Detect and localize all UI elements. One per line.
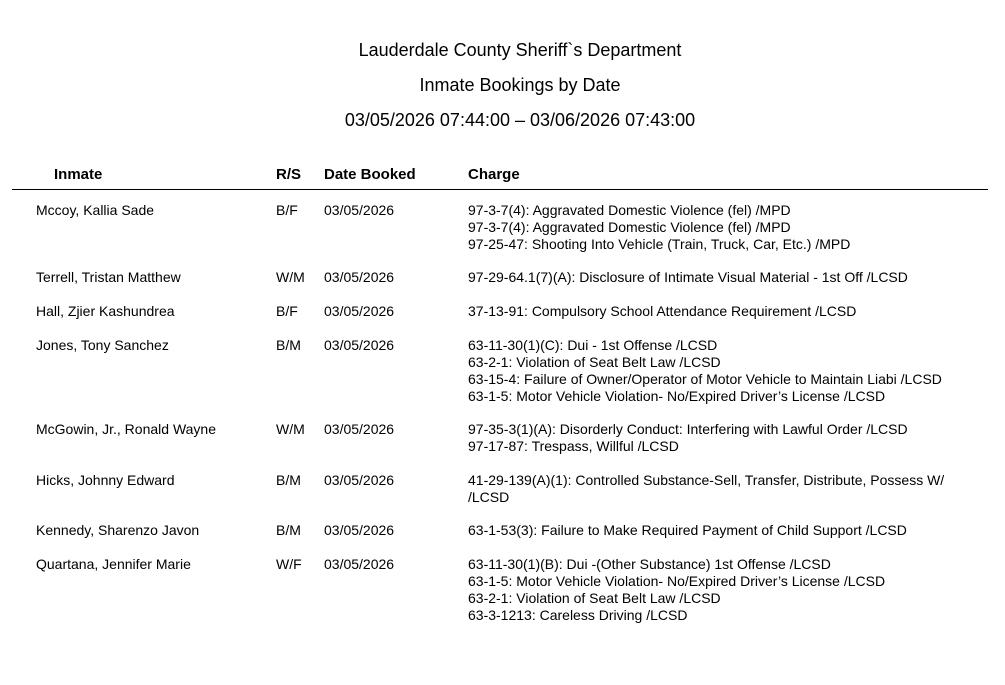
race-sex: B/M [276,472,301,488]
charge-line: 37-13-91: Compulsory School Attendance Requirement /LCSD [468,303,857,319]
charge-line: 63-1-5: Motor Vehicle Violation- No/Expired Driver’s License /LCSD [468,573,886,589]
inmate-name: Terrell, Tristan Matthew [36,269,181,285]
charge-line: 63-15-4: Failure of Owner/Operator of Motor Vehicle to Maintain Liabi /LCSD [468,371,942,387]
column-header-date-booked: Date Booked [324,166,416,183]
charge-line: 97-17-87: Trespass, Willful /LCSD [468,438,679,454]
charge-list [468,202,978,253]
report-title: Lauderdale County Sheriff`s Department [358,40,682,60]
charge-line: 41-29-139(A)(1): Controlled Substance-Sell, Transfer, Distribute, Possess W/ [468,472,945,488]
date-booked: 03/05/2026 [324,337,395,353]
inmate-name: Kennedy, Sharenzo Javon [36,522,200,538]
race-sex: W/M [276,421,305,437]
inmate-name: McGowin, Jr., Ronald Wayne [36,421,216,437]
date-booked: 03/05/2026 [324,421,395,437]
header-divider [12,189,988,190]
charge-line: 63-2-1: Violation of Seat Belt Law /LCSD [468,590,721,606]
date-booked: 03/05/2026 [324,472,395,488]
charge-line: 63-1-5: Motor Vehicle Violation- No/Expired Driver’s License /LCSD [468,388,886,404]
inmate-name: Mccoy, Kallia Sade [36,202,155,218]
inmate-name: Hicks, Johnny Edward [36,472,175,488]
date-booked: 03/05/2026 [324,522,395,538]
charge-line: 63-11-30(1)(C): Dui - 1st Offense /LCSD [468,337,718,353]
charge-list [468,522,978,539]
charge-list [468,556,978,624]
inmate-name: Jones, Tony Sanchez [36,337,169,353]
column-header-charge: Charge [468,166,520,183]
charge-line: 97-3-7(4): Aggravated Domestic Violence (fel) /MPD [468,219,791,235]
charge-list [468,472,978,506]
charge-line: 63-11-30(1)(B): Dui -(Other Substance) 1st Offense /LCSD [468,556,831,572]
race-sex: B/F [276,202,298,218]
race-sex: B/M [276,337,301,353]
race-sex: B/F [276,303,298,319]
date-booked: 03/05/2026 [324,303,395,319]
date-booked: 03/05/2026 [324,269,395,285]
charge-line: 63-3-1213: Careless Driving /LCSD [468,607,688,623]
race-sex: B/M [276,522,301,538]
charge-list [468,303,978,320]
charge-list [468,337,978,405]
date-booked: 03/05/2026 [324,202,395,218]
report-date-range: 03/05/2026 07:44:00 – 03/06/2026 07:43:00 [344,110,696,130]
inmate-name: Hall, Zjier Kashundrea [36,303,175,319]
charge-line: 63-1-53(3): Failure to Make Required Payment of Child Support /LCSD [468,522,907,538]
charge-line: 97-29-64.1(7)(A): Disclosure of Intimate Visual Material - 1st Off /LCSD [468,269,908,285]
charge-list [468,269,978,286]
race-sex: W/F [276,556,302,572]
charge-line: 97-25-47: Shooting Into Vehicle (Train, Truck, Car, Etc.) /MPD [468,236,851,252]
charge-list [468,421,978,455]
report-subtitle: Inmate Bookings by Date [419,75,621,95]
column-header-rs: R/S [276,166,302,183]
charge-line: 97-3-7(4): Aggravated Domestic Violence (fel) /MPD [468,202,791,218]
charge-line: 97-35-3(1)(A): Disorderly Conduct: Interfering with Lawful Order /LCSD [468,421,908,437]
date-booked: 03/05/2026 [324,556,395,572]
race-sex: W/M [276,269,305,285]
charge-line: /LCSD [468,489,510,505]
inmate-name: Quartana, Jennifer Marie [36,556,191,572]
charge-line: 63-2-1: Violation of Seat Belt Law /LCSD [468,354,721,370]
column-header-inmate: Inmate [54,166,103,183]
